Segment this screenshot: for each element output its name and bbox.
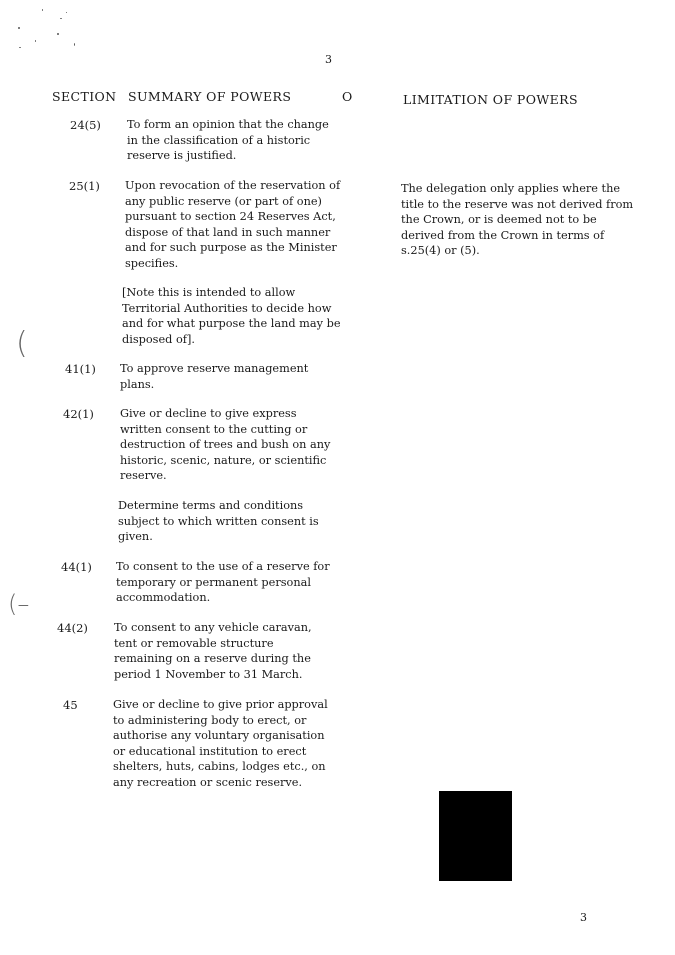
scan-speck [42, 9, 43, 11]
page-number-top: 3 [325, 53, 332, 66]
section-number: 41(1) [65, 362, 96, 376]
power-summary: Determine terms and conditions subject to which written consent is given. [118, 499, 319, 544]
power-summary: To consent to any vehicle caravan, tent or removable structure remaining on a reserve during the period 1 November to 31 March. [114, 621, 312, 681]
section-number: 44(1) [61, 560, 92, 574]
power-note: [Note this is intended to allow Territorial Authorities to decide how and for what purpose the land may be disposed of]. [122, 286, 341, 346]
header-section: SECTION [52, 89, 117, 104]
page-number-bottom: 3 [580, 911, 587, 924]
scan-speck [66, 12, 67, 13]
header-circle-mark: O [342, 89, 353, 104]
scan-speck [19, 47, 21, 48]
section-number: 25(1) [69, 179, 100, 193]
power-summary: To approve reserve management plans. [120, 362, 309, 391]
power-summary: To consent to the use of a reserve for temporary or permanent personal accommodation. [116, 560, 330, 605]
power-summary: Upon revocation of the reservation of any public reserve (or part of one) pursuant to section 24 Reserves Act, dispose of that land in such manner and for such purpose as the Minister specifies. [125, 179, 341, 270]
scan-speck [74, 43, 75, 46]
hole-punch-mark: (– [8, 590, 30, 618]
hole-punch-mark: ( [16, 326, 28, 361]
scan-speck [18, 27, 20, 29]
scan-speck [60, 18, 62, 19]
header-summary-of-powers: SUMMARY OF POWERS [128, 89, 292, 104]
redaction-block [439, 791, 512, 881]
scan-speck [57, 33, 59, 35]
section-number: 45 [63, 698, 78, 712]
scan-speck [35, 40, 36, 42]
power-summary: To form an opinion that the change in the classification of a historic reserve is justified. [127, 118, 329, 163]
power-summary: Give or decline to give prior approval to administering body to erect, or authorise any voluntary organisation or educational institution to erect shelters, huts, cabins, lodges etc., on any recreation or scenic reserve. [113, 698, 328, 789]
section-number: 24(5) [70, 118, 101, 132]
section-number: 44(2) [57, 621, 88, 635]
limitation-text: The delegation only applies where the title to the reserve was not derived from the Crown, or is deemed not to be derived from the Crown in terms of s.25(4) or (5). [401, 182, 634, 258]
section-number: 42(1) [63, 407, 94, 421]
power-summary: Give or decline to give express written consent to the cutting or destruction of trees and bush on any historic, scenic, nature, or scientific reserve. [120, 407, 331, 483]
header-limitation-of-powers: LIMITATION OF POWERS [403, 92, 578, 107]
